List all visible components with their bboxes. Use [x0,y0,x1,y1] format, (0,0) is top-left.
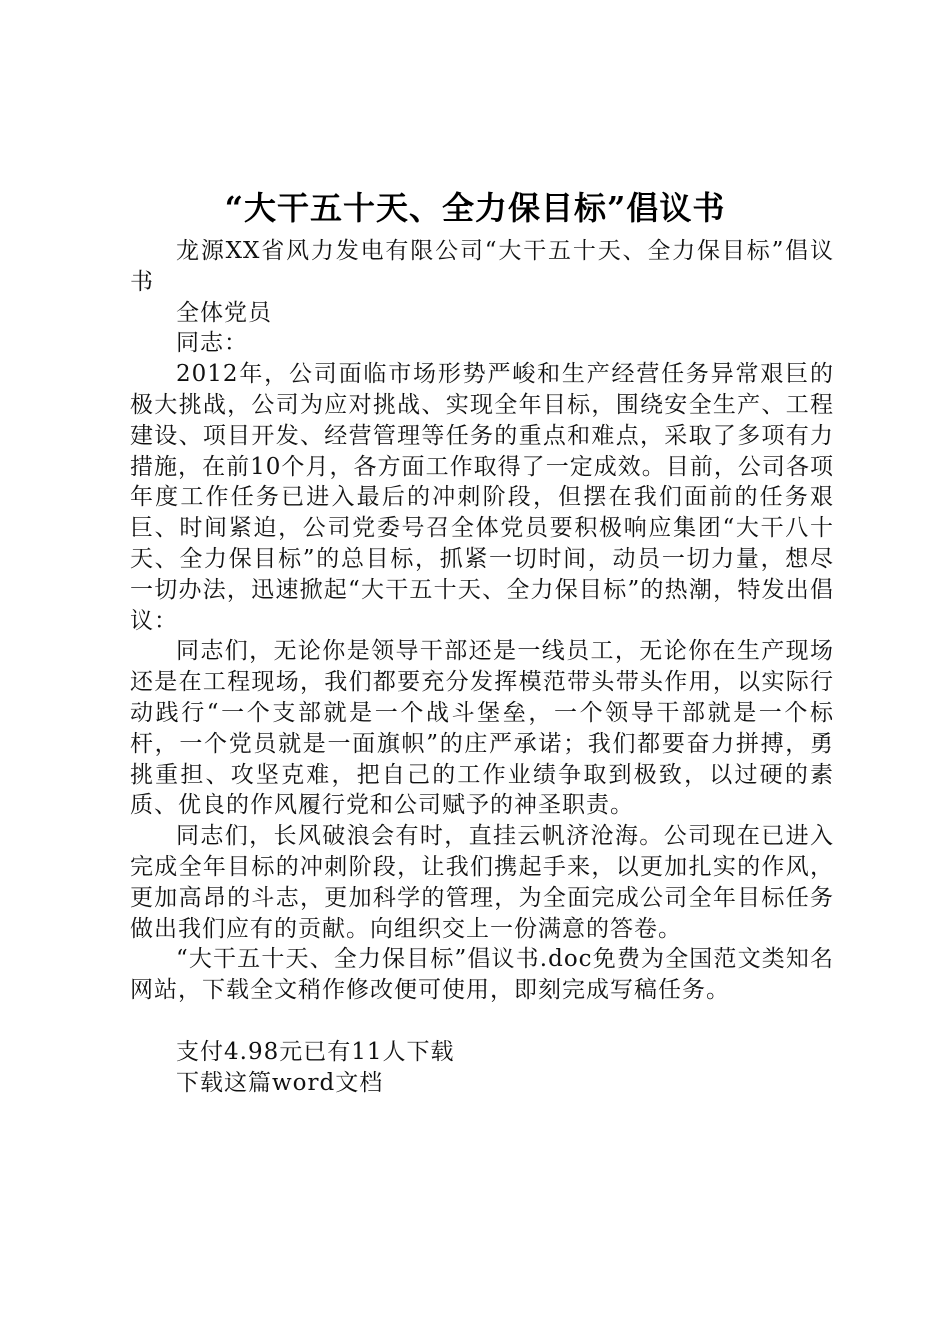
paragraph-1: 2012年，公司面临市场形势严峻和生产经营任务异常艰巨的极大挑战，公司为应对挑战、实现全年目标，围绕安全生产、工程建设、项目开发、经营管理等任务的重点和难点，采取了多项有力措施，在前10个月，各方面工作取得了一定成效。目前，公司各项年度工作任务已进入最后的冲刺阶段，但摆在我们面前的任务艰巨、时间紧迫，公司党委号召全体党员要积极响应集团“大干八十天、全力保目标”的总目标，抓紧一切时间，动员一切力量，想尽一切办法，迅速掀起“大干五十天、全力保目标”的热潮，特发出倡议： [130,361,834,634]
download-link[interactable]: 下载这篇word文档 [176,1069,384,1096]
spacer [130,1006,834,1037]
payment-info[interactable]: 支付4.98元已有11人下载 [176,1038,455,1065]
document-title: “大干五十天、全力保目标”倡议书 [224,189,726,227]
document-body [130,236,834,1098]
paragraph-2: 同志们，无论你是领导干部还是一线员工，无论你在生产现场还是在工程现场，我们都要充分发挥模范带头带头作用，以实际行动践行“一个支部就是一个战斗堡垒，一个领导干部就是一个标杆，一个党员就是一面旗帜”的庄严承诺；我们都要奋力拼搏，勇挑重担、攻坚克难，把自己的工作业绩争取到极致，以过硬的素质、优良的作风履行党和公司赋予的神圣职责。 [130,638,834,819]
promo-text: “大干五十天、全力保目标”倡议书.doc免费为全国范文类知名网站，下载全文稍作修改便可使用，即刻完成写稿任务。 [130,946,834,1004]
heading-line: 龙源XX省风力发电有限公司“大干五十天、全力保目标”倡议书 [130,238,834,295]
addressee-line-2: 同志： [176,330,248,357]
paragraph-3: 同志们，长风破浪会有时，直挂云帆济沧海。公司现在已进入完成全年目标的冲刺阶段，让我们携起手来，以更加扎实的作风，更加高昂的斗志，更加科学的管理，为全面完成公司全年目标任务做出我们应有的贡献。向组织交上一份满意的答卷。 [130,823,834,942]
addressee-line-1: 全体党员 [176,299,272,326]
